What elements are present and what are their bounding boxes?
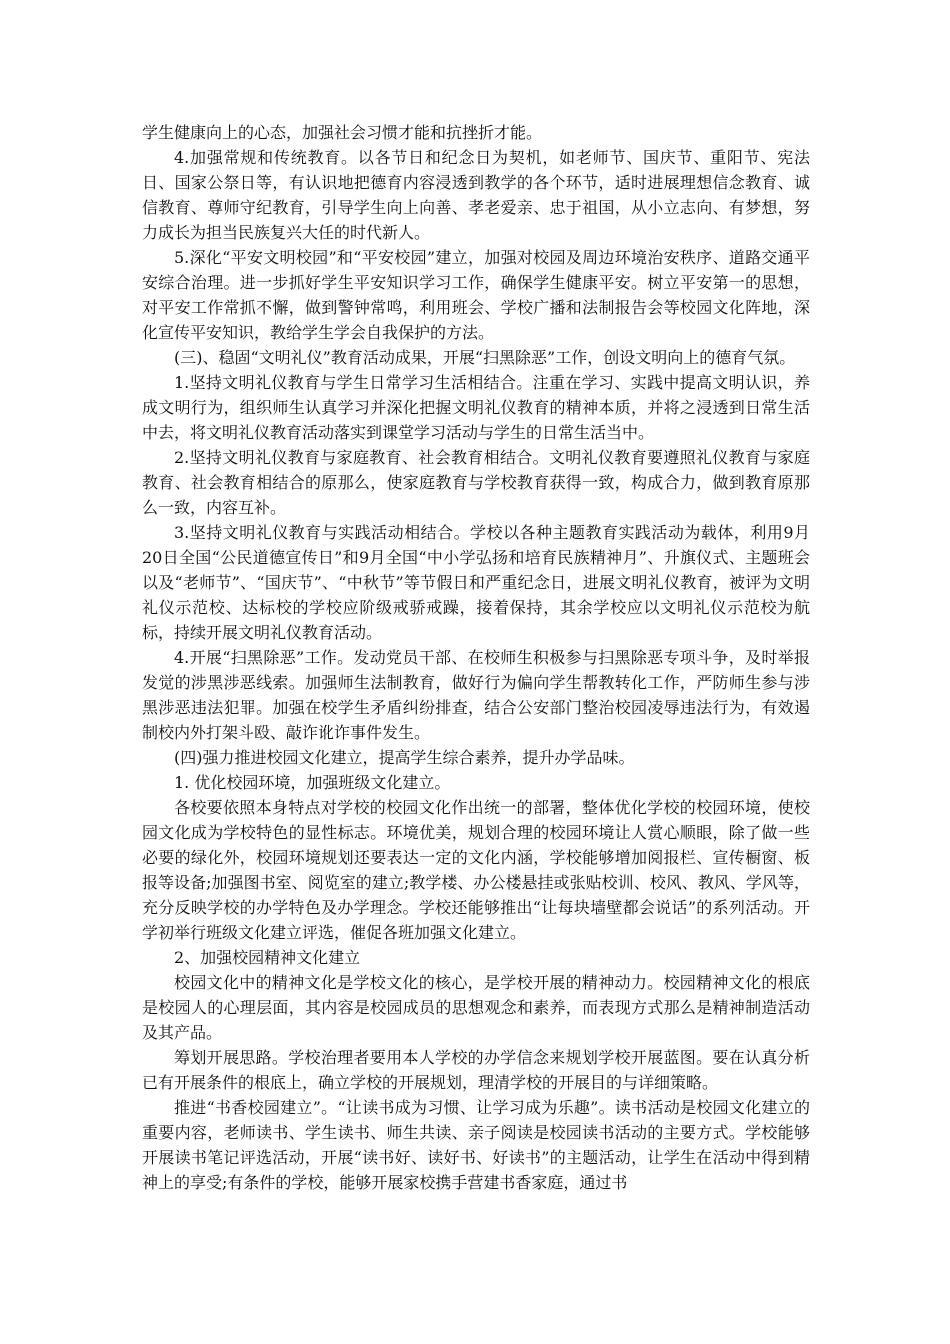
paragraph: 3.坚持文明礼仪教育与实践活动相结合。学校以各种主题教育实践活动为载体，利用9月20日全国“公民道德宣传日”和9月全国“中小学弘扬和培育民族精神月”、升旗仪式、主题班会以及“老师节”、“国庆节”、“中秋节”等节假日和严重纪念日，进展文明礼仪教育，被评为文明礼仪示范校、达标校的学校应阶级戒骄戒躁，接着保持，其余学校应以文明礼仪示范校为航标，持续开展文明礼仪教育活动。 — [142, 523, 810, 642]
paragraph: (三)、稳固“文明礼仪”教育活动成果，开展“扫黑除恶”工作，创设文明向上的德育气氛。 — [174, 348, 796, 367]
paragraph: 5.深化“平安文明校园”和“平安校园”建立，加强对校园及周边环境治安秩序、道路交通平安综合治理。进一步抓好学生平安知识学习工作，确保学生健康平安。树立平安第一的思想，对平安工作常抓不懈，做到警钟常鸣，利用班会、学校广播和法制报告会等校园文化阵地，深化宣传平安知识，教给学生学会自我保护的方法。 — [142, 248, 810, 342]
paragraph: 推进“书香校园建立”。“让读书成为习惯、让学习成为乐趣”。读书活动是校园文化建立的重要内容，老师读书、学生读书、师生共读、亲子阅读是校园读书活动的主要方式。学校能够开展读书笔记评选活动，开展“读书好、读好书、好读书”的主题活动，让学生在活动中得到精神上的享受;有条件的学校，能够开展家校携手营建书香家庭，通过书 — [142, 1098, 810, 1192]
document-body — [142, 120, 810, 1195]
paragraph: 4.开展“扫黑除恶”工作。发动党员干部、在校师生积极参与扫黑除恶专项斗争，及时举报发觉的涉黑涉恶线索。加强师生法制教育，做好行为偏向学生帮教转化工作，严防师生参与涉黑涉恶违法犯罪。加强在校学生矛盾纠纷排查，结合公安部门整治校园凌辱违法行为，有效遏制校内外打架斗殴、敲诈讹诈事件发生。 — [142, 648, 810, 742]
paragraph: 学生健康向上的心态，加强社会习惯才能和抗挫折才能。 — [142, 123, 543, 142]
subsection-heading: 2、加强校园精神文化建立 — [174, 948, 361, 967]
section-heading: (四)强力推进校园文化建立，提高学生综合素养，提升办学品味。 — [174, 748, 635, 767]
paragraph: 1.坚持文明礼仪教育与学生日常学习生活相结合。注重在学习、实践中提高文明认识，养成文明行为，组织师生认真学习并深化把握文明礼仪教育的精神本质，并将之浸透到日常生活中去，将文明礼仪教育活动落实到课堂学习活动与学生的日常生活当中。 — [142, 373, 810, 442]
paragraph: 各校要依照本身特点对学校的校园文化作出统一的部署，整体优化学校的校园环境，使校园文化成为学校特色的显性标志。环境优美，规划合理的校园环境让人赏心顺眼，除了做一些必要的绿化外，校园环境规划还要表达一定的文化内涵，学校能够增加阅报栏、宣传橱窗、板报等设备;加强图书室、阅览室的建立;教学楼、办公楼悬挂或张贴校训、校风、教风、学风等，充分反映学校的办学特色及办学理念。学校还能够推出“让每块墙壁都会说话”的系列活动。开学初举行班级文化建立评选，催促各班加强文化建立。 — [142, 798, 810, 942]
paragraph: 校园文化中的精神文化是学校文化的核心，是学校开展的精神动力。校园精神文化的根底是校园人的心理层面，其内容是校园成员的思想观念和素养，而表现方式那么是精神制造活动及其产品。 — [142, 973, 810, 1042]
paragraph: 2.坚持文明礼仪教育与家庭教育、社会教育相结合。文明礼仪教育要遵照礼仪教育与家庭教育、社会教育相结合的原那么，使家庭教育与学校教育获得一致，构成合力，做到教育原那么一致，内容互补。 — [142, 448, 810, 517]
subsection-heading: 1. 优化校园环境，加强班级文化建立。 — [174, 773, 451, 792]
paragraph: 4.加强常规和传统教育。以各节日和纪念日为契机，如老师节、国庆节、重阳节、宪法日、国家公祭日等，有认识地把德育内容浸透到教学的各个环节，适时进展理想信念教育、诚信教育、尊师守纪教育，引导学生向上向善、孝老爱亲、忠于祖国，从小立志向、有梦想，努力成长为担当民族复兴大任的时代新人。 — [142, 148, 810, 242]
paragraph: 筹划开展思路。学校治理者要用本人学校的办学信念来规划学校开展蓝图。要在认真分析已有开展条件的根底上，确立学校的开展规划，理清学校的开展目的与详细策略。 — [142, 1048, 810, 1092]
